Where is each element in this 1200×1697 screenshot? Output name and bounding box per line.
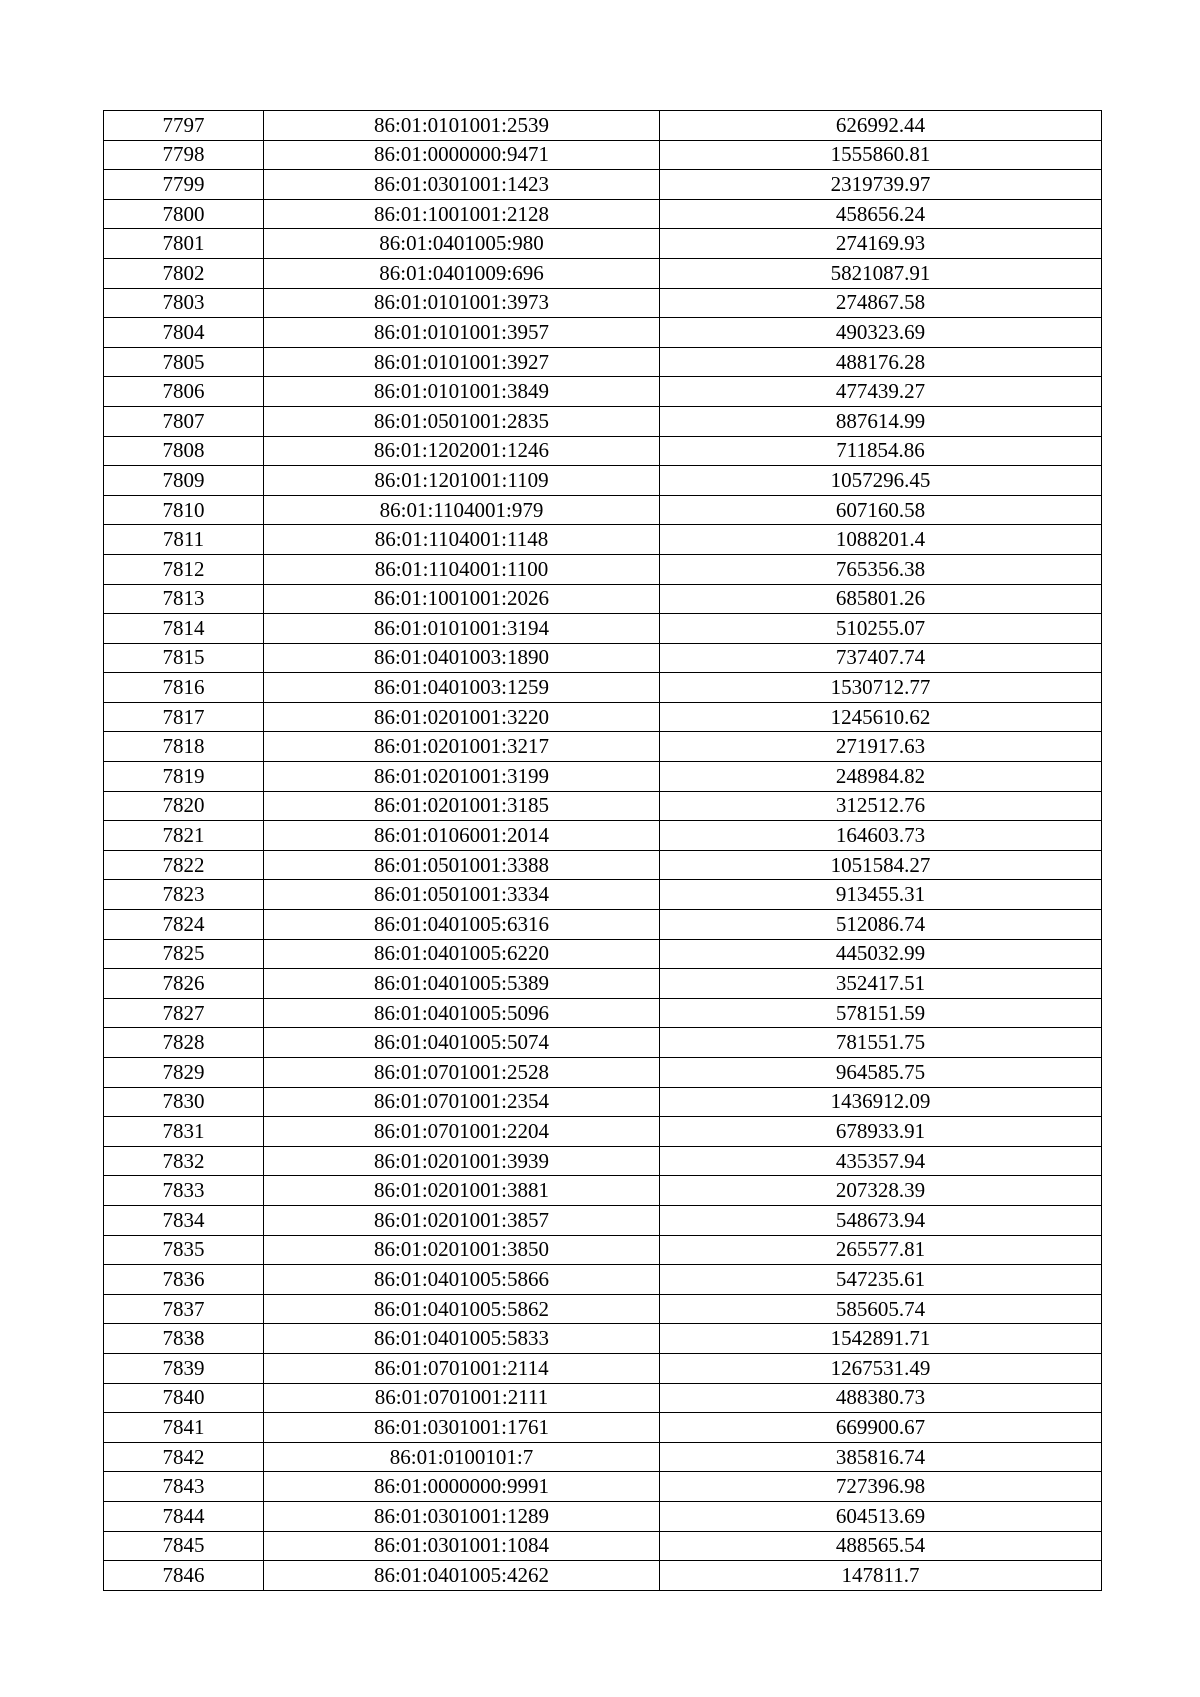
table-row	[104, 199, 1102, 229]
cadastral-number-cell: 86:01:0401005:5862	[264, 1294, 660, 1324]
value-cell: 488176.28	[660, 347, 1102, 377]
cadastral-number-cell: 86:01:0201001:3850	[264, 1235, 660, 1265]
value-cell: 5821087.91	[660, 258, 1102, 288]
table-row	[104, 821, 1102, 851]
cadastral-number-cell: 86:01:0101001:2539	[264, 111, 660, 141]
table-row	[104, 1353, 1102, 1383]
value-cell: 265577.81	[660, 1235, 1102, 1265]
row-number-cell: 7823	[104, 880, 264, 910]
value-cell: 352417.51	[660, 969, 1102, 999]
cadastral-number-cell: 86:01:0401005:5866	[264, 1265, 660, 1295]
value-cell: 1530712.77	[660, 673, 1102, 703]
value-cell: 435357.94	[660, 1146, 1102, 1176]
cadastral-number-cell: 86:01:0401005:6316	[264, 910, 660, 940]
table-row	[104, 850, 1102, 880]
table-row	[104, 1383, 1102, 1413]
row-number-cell: 7812	[104, 554, 264, 584]
row-number-cell: 7822	[104, 850, 264, 880]
value-cell: 458656.24	[660, 199, 1102, 229]
cadastral-number-cell: 86:01:0201001:3199	[264, 762, 660, 792]
row-number-cell: 7800	[104, 199, 264, 229]
table-row	[104, 969, 1102, 999]
cadastral-number-cell: 86:01:0000000:9991	[264, 1472, 660, 1502]
row-number-cell: 7805	[104, 347, 264, 377]
cadastral-number-cell: 86:01:0201001:3881	[264, 1176, 660, 1206]
value-cell: 510255.07	[660, 614, 1102, 644]
value-cell: 604513.69	[660, 1501, 1102, 1531]
table-row	[104, 111, 1102, 141]
cadastral-number-cell: 86:01:0701001:2354	[264, 1087, 660, 1117]
value-cell: 547235.61	[660, 1265, 1102, 1295]
table-row	[104, 1176, 1102, 1206]
row-number-cell: 7813	[104, 584, 264, 614]
cadastral-number-cell: 86:01:0401005:5389	[264, 969, 660, 999]
cadastral-number-cell: 86:01:0201001:3217	[264, 732, 660, 762]
row-number-cell: 7808	[104, 436, 264, 466]
table-row	[104, 347, 1102, 377]
value-cell: 488565.54	[660, 1531, 1102, 1561]
row-number-cell: 7818	[104, 732, 264, 762]
row-number-cell: 7837	[104, 1294, 264, 1324]
row-number-cell: 7836	[104, 1265, 264, 1295]
cadastral-number-cell: 86:01:1104001:1100	[264, 554, 660, 584]
table-row	[104, 1413, 1102, 1443]
value-cell: 685801.26	[660, 584, 1102, 614]
row-number-cell: 7844	[104, 1501, 264, 1531]
value-cell: 271917.63	[660, 732, 1102, 762]
value-cell: 765356.38	[660, 554, 1102, 584]
row-number-cell: 7815	[104, 643, 264, 673]
value-cell: 248984.82	[660, 762, 1102, 792]
table-row	[104, 880, 1102, 910]
table-row	[104, 1472, 1102, 1502]
cadastral-number-cell: 86:01:0501001:3334	[264, 880, 660, 910]
table-row	[104, 170, 1102, 200]
table-row	[104, 1058, 1102, 1088]
table-row	[104, 554, 1102, 584]
cadastral-number-cell: 86:01:0401005:980	[264, 229, 660, 259]
cadastral-number-cell: 86:01:0401005:5096	[264, 998, 660, 1028]
table-row	[104, 614, 1102, 644]
table-row	[104, 140, 1102, 170]
row-number-cell: 7814	[104, 614, 264, 644]
row-number-cell: 7834	[104, 1205, 264, 1235]
row-number-cell: 7846	[104, 1561, 264, 1591]
table-row	[104, 1501, 1102, 1531]
table-row	[104, 525, 1102, 555]
row-number-cell: 7828	[104, 1028, 264, 1058]
value-cell: 488380.73	[660, 1383, 1102, 1413]
table-row	[104, 229, 1102, 259]
row-number-cell: 7807	[104, 406, 264, 436]
value-cell: 385816.74	[660, 1442, 1102, 1472]
table-row	[104, 406, 1102, 436]
cadastral-number-cell: 86:01:0100101:7	[264, 1442, 660, 1472]
value-cell: 274867.58	[660, 288, 1102, 318]
value-cell: 512086.74	[660, 910, 1102, 940]
row-number-cell: 7841	[104, 1413, 264, 1443]
value-cell: 1436912.09	[660, 1087, 1102, 1117]
table-row	[104, 1561, 1102, 1591]
cadastral-number-cell: 86:01:0000000:9471	[264, 140, 660, 170]
cadastral-number-cell: 86:01:0401003:1259	[264, 673, 660, 703]
row-number-cell: 7811	[104, 525, 264, 555]
value-cell: 207328.39	[660, 1176, 1102, 1206]
table-row	[104, 1087, 1102, 1117]
cadastral-number-cell: 86:01:0501001:2835	[264, 406, 660, 436]
value-cell: 312512.76	[660, 791, 1102, 821]
row-number-cell: 7810	[104, 495, 264, 525]
row-number-cell: 7797	[104, 111, 264, 141]
row-number-cell: 7801	[104, 229, 264, 259]
row-number-cell: 7819	[104, 762, 264, 792]
cadastral-number-cell: 86:01:0701001:2204	[264, 1117, 660, 1147]
value-cell: 1542891.71	[660, 1324, 1102, 1354]
table-row	[104, 1265, 1102, 1295]
cadastral-number-cell: 86:01:0101001:3927	[264, 347, 660, 377]
table-row	[104, 377, 1102, 407]
value-cell: 711854.86	[660, 436, 1102, 466]
value-cell: 147811.7	[660, 1561, 1102, 1591]
cadastral-number-cell: 86:01:0201001:3185	[264, 791, 660, 821]
table-row	[104, 939, 1102, 969]
row-number-cell: 7802	[104, 258, 264, 288]
row-number-cell: 7838	[104, 1324, 264, 1354]
value-cell: 490323.69	[660, 318, 1102, 348]
row-number-cell: 7799	[104, 170, 264, 200]
table-row	[104, 1235, 1102, 1265]
table-row	[104, 998, 1102, 1028]
cadastral-number-cell: 86:01:0301001:1423	[264, 170, 660, 200]
table-body	[104, 111, 1102, 1591]
cadastral-number-cell: 86:01:0701001:2114	[264, 1353, 660, 1383]
table-row	[104, 1442, 1102, 1472]
cadastral-number-cell: 86:01:0301001:1761	[264, 1413, 660, 1443]
value-cell: 678933.91	[660, 1117, 1102, 1147]
row-number-cell: 7829	[104, 1058, 264, 1088]
row-number-cell: 7831	[104, 1117, 264, 1147]
cadastral-number-cell: 86:01:0501001:3388	[264, 850, 660, 880]
value-cell: 1057296.45	[660, 466, 1102, 496]
table-row	[104, 1117, 1102, 1147]
row-number-cell: 7842	[104, 1442, 264, 1472]
row-number-cell: 7832	[104, 1146, 264, 1176]
value-cell: 737407.74	[660, 643, 1102, 673]
cadastral-number-cell: 86:01:0401005:6220	[264, 939, 660, 969]
cadastral-number-cell: 86:01:0301001:1289	[264, 1501, 660, 1531]
value-cell: 1555860.81	[660, 140, 1102, 170]
row-number-cell: 7830	[104, 1087, 264, 1117]
cadastral-number-cell: 86:01:0401005:5833	[264, 1324, 660, 1354]
row-number-cell: 7827	[104, 998, 264, 1028]
cadastral-number-cell: 86:01:0401005:5074	[264, 1028, 660, 1058]
value-cell: 607160.58	[660, 495, 1102, 525]
table-row	[104, 1324, 1102, 1354]
row-number-cell: 7840	[104, 1383, 264, 1413]
row-number-cell: 7809	[104, 466, 264, 496]
cadastral-number-cell: 86:01:0701001:2528	[264, 1058, 660, 1088]
value-cell: 626992.44	[660, 111, 1102, 141]
cadastral-number-cell: 86:01:0701001:2111	[264, 1383, 660, 1413]
cadastral-number-cell: 86:01:0201001:3220	[264, 702, 660, 732]
value-cell: 548673.94	[660, 1205, 1102, 1235]
cadastral-number-cell: 86:01:1104001:979	[264, 495, 660, 525]
row-number-cell: 7826	[104, 969, 264, 999]
row-number-cell: 7839	[104, 1353, 264, 1383]
table-row	[104, 1146, 1102, 1176]
value-cell: 1088201.4	[660, 525, 1102, 555]
table-row	[104, 1205, 1102, 1235]
row-number-cell: 7824	[104, 910, 264, 940]
value-cell: 477439.27	[660, 377, 1102, 407]
table-row	[104, 791, 1102, 821]
table-row	[104, 643, 1102, 673]
value-cell: 727396.98	[660, 1472, 1102, 1502]
cadastral-number-cell: 86:01:0401009:696	[264, 258, 660, 288]
cadastral-number-cell: 86:01:0101001:3194	[264, 614, 660, 644]
cadastral-number-cell: 86:01:0101001:3849	[264, 377, 660, 407]
row-number-cell: 7798	[104, 140, 264, 170]
table-row	[104, 1531, 1102, 1561]
row-number-cell: 7835	[104, 1235, 264, 1265]
cadastral-number-cell: 86:01:1104001:1148	[264, 525, 660, 555]
table-row	[104, 762, 1102, 792]
table-row	[104, 318, 1102, 348]
data-table	[103, 110, 1102, 1591]
row-number-cell: 7806	[104, 377, 264, 407]
table-row	[104, 436, 1102, 466]
cadastral-number-cell: 86:01:0201001:3939	[264, 1146, 660, 1176]
cadastral-number-cell: 86:01:0401005:4262	[264, 1561, 660, 1591]
row-number-cell: 7833	[104, 1176, 264, 1206]
cadastral-number-cell: 86:01:1001001:2128	[264, 199, 660, 229]
cadastral-number-cell: 86:01:1202001:1246	[264, 436, 660, 466]
value-cell: 445032.99	[660, 939, 1102, 969]
cadastral-number-cell: 86:01:1201001:1109	[264, 466, 660, 496]
cadastral-number-cell: 86:01:0301001:1084	[264, 1531, 660, 1561]
cadastral-number-cell: 86:01:1001001:2026	[264, 584, 660, 614]
cadastral-number-cell: 86:01:0101001:3973	[264, 288, 660, 318]
value-cell: 1051584.27	[660, 850, 1102, 880]
value-cell: 2319739.97	[660, 170, 1102, 200]
row-number-cell: 7825	[104, 939, 264, 969]
row-number-cell: 7816	[104, 673, 264, 703]
table-row	[104, 466, 1102, 496]
cadastral-number-cell: 86:01:0401003:1890	[264, 643, 660, 673]
row-number-cell: 7820	[104, 791, 264, 821]
value-cell: 274169.93	[660, 229, 1102, 259]
value-cell: 781551.75	[660, 1028, 1102, 1058]
table-row	[104, 288, 1102, 318]
value-cell: 1267531.49	[660, 1353, 1102, 1383]
value-cell: 578151.59	[660, 998, 1102, 1028]
value-cell: 964585.75	[660, 1058, 1102, 1088]
table-row	[104, 673, 1102, 703]
value-cell: 164603.73	[660, 821, 1102, 851]
row-number-cell: 7817	[104, 702, 264, 732]
table-row	[104, 258, 1102, 288]
row-number-cell: 7845	[104, 1531, 264, 1561]
table-row	[104, 732, 1102, 762]
table-row	[104, 1294, 1102, 1324]
table-row	[104, 584, 1102, 614]
row-number-cell: 7821	[104, 821, 264, 851]
row-number-cell: 7843	[104, 1472, 264, 1502]
value-cell: 887614.99	[660, 406, 1102, 436]
value-cell: 585605.74	[660, 1294, 1102, 1324]
table-row	[104, 702, 1102, 732]
cadastral-number-cell: 86:01:0101001:3957	[264, 318, 660, 348]
value-cell: 1245610.62	[660, 702, 1102, 732]
table-row	[104, 910, 1102, 940]
value-cell: 913455.31	[660, 880, 1102, 910]
row-number-cell: 7804	[104, 318, 264, 348]
row-number-cell: 7803	[104, 288, 264, 318]
table-row	[104, 1028, 1102, 1058]
table-row	[104, 495, 1102, 525]
cadastral-number-cell: 86:01:0201001:3857	[264, 1205, 660, 1235]
cadastral-number-cell: 86:01:0106001:2014	[264, 821, 660, 851]
value-cell: 669900.67	[660, 1413, 1102, 1443]
